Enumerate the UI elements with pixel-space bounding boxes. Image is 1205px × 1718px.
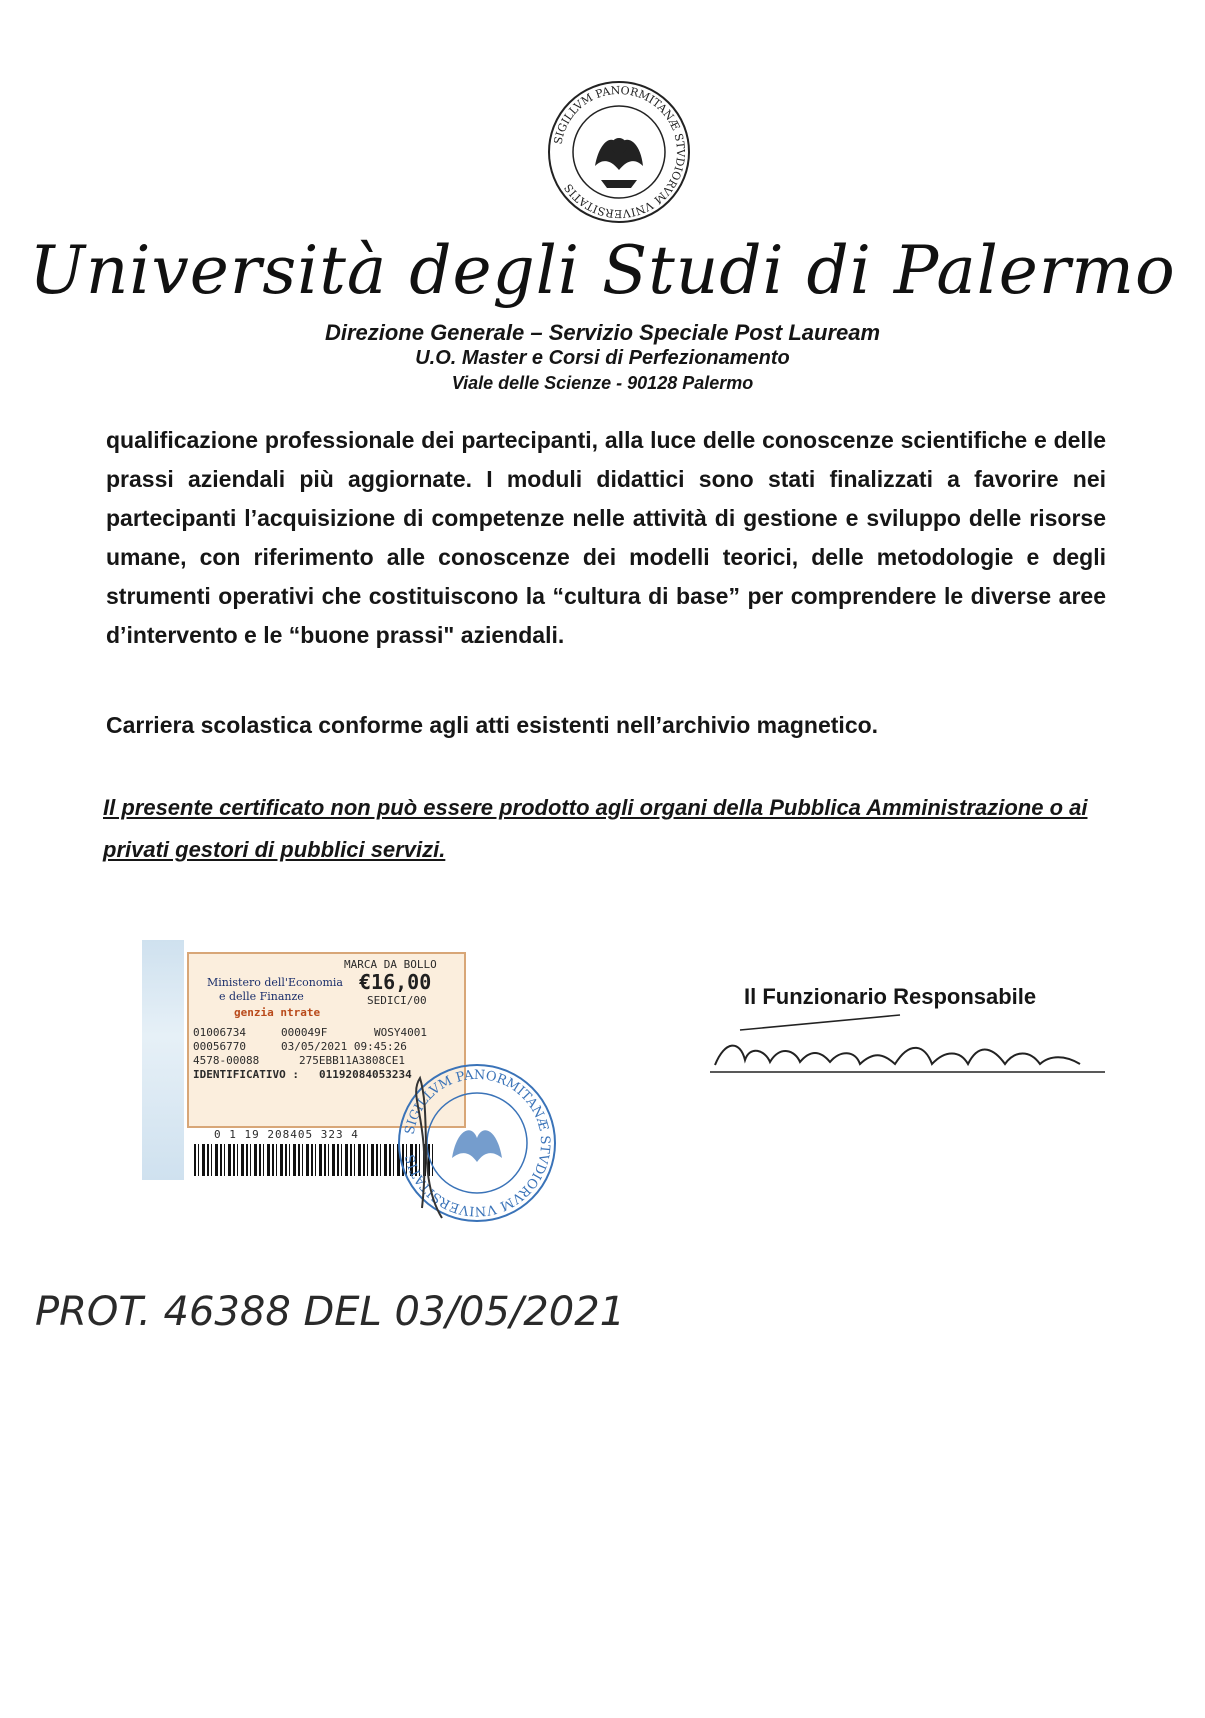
stamp-price: €16,00: [359, 970, 432, 994]
stamp-price-words: SEDICI/00: [367, 994, 427, 1007]
svg-text:SIGILLVM PANORMITANÆ STVDIORVM: SIGILLVM PANORMITANÆ STVDIORVM VNIVERSITATIS: [402, 1067, 553, 1219]
stamp-row3b: 275EBB11A3808CE1: [299, 1054, 405, 1067]
university-name: Università degli Studi di Palermo: [29, 232, 1176, 309]
handwritten-signature: [710, 1020, 1110, 1080]
stamp-side-pattern: [142, 940, 184, 1180]
stamp-ministry-1: Ministero dell'Economia: [207, 976, 343, 989]
stamp-row1b: 000049F: [281, 1026, 328, 1039]
header-line-3: Viale delle Scienze - 90128 Palermo: [451, 373, 754, 393]
stamp-row4a: IDENTIFICATIVO :: [193, 1068, 299, 1081]
blue-university-stamp: [392, 1058, 562, 1228]
stamp-agency: genzia ntrate: [234, 1006, 321, 1019]
legal-note: Il presente certificato non può essere prodotto agli organi della Pubblica Amministrazione o ai privati gestori di pubblici servizi.: [103, 795, 1088, 862]
header-line-2: U.O. Master e Corsi di Perfezionamento: [415, 347, 790, 369]
stamp-row1a: 01006734: [193, 1026, 246, 1039]
handwritten-protocol: [35, 1280, 626, 1340]
stamp-row4b: 01192084053234: [319, 1068, 412, 1081]
stamp-barcode-number: 0 1 19 208405 323 4: [214, 1128, 359, 1141]
university-seal-logo: [545, 78, 693, 226]
body-paragraph-1: qualificazione professionale dei partecipanti, alla luce delle conoscenze scientifiche e delle prassi aziendali più aggiornate. I moduli didattici sono stati finalizzati a favorire nei partecipanti l’acquisizione di competenze nelle attività di gestione e sviluppo delle risorse umane, con riferimento alle conoscenze dei modelli teorici, delle metodologie e degli strumenti operativi che costituiscono la “cultura di base” per comprendere le diverse aree d’intervento e le “buone prassi" aziendali.: [106, 427, 1106, 648]
stamp-row3a: 4578-00088: [193, 1054, 260, 1067]
stamp-row2a: 00056770: [193, 1040, 246, 1053]
svg-text:SIGILLVM PANORMITANÆ STVDIORVM: SIGILLVM PANORMITANÆ STVDIORVM VNIVERSITATIS: [551, 83, 688, 221]
body-paragraph-2: Carriera scolastica conforme agli atti esistenti nell’archivio magnetico.: [106, 712, 879, 738]
stamp-title: MARCA DA BOLLO: [344, 958, 437, 971]
header-line-1: Direzione Generale – Servizio Speciale Post Lauream: [324, 320, 881, 345]
stamp-row1c: WOSY4001: [374, 1026, 427, 1039]
stamp-row2b: 03/05/2021 09:45:26: [281, 1040, 407, 1053]
signature-label: Il Funzionario Responsabile: [744, 984, 1037, 1009]
protocol-text: PROT. 46388 DEL 03/05/2021: [35, 1289, 626, 1335]
stamp-ministry-2: e delle Finanze: [219, 990, 304, 1003]
